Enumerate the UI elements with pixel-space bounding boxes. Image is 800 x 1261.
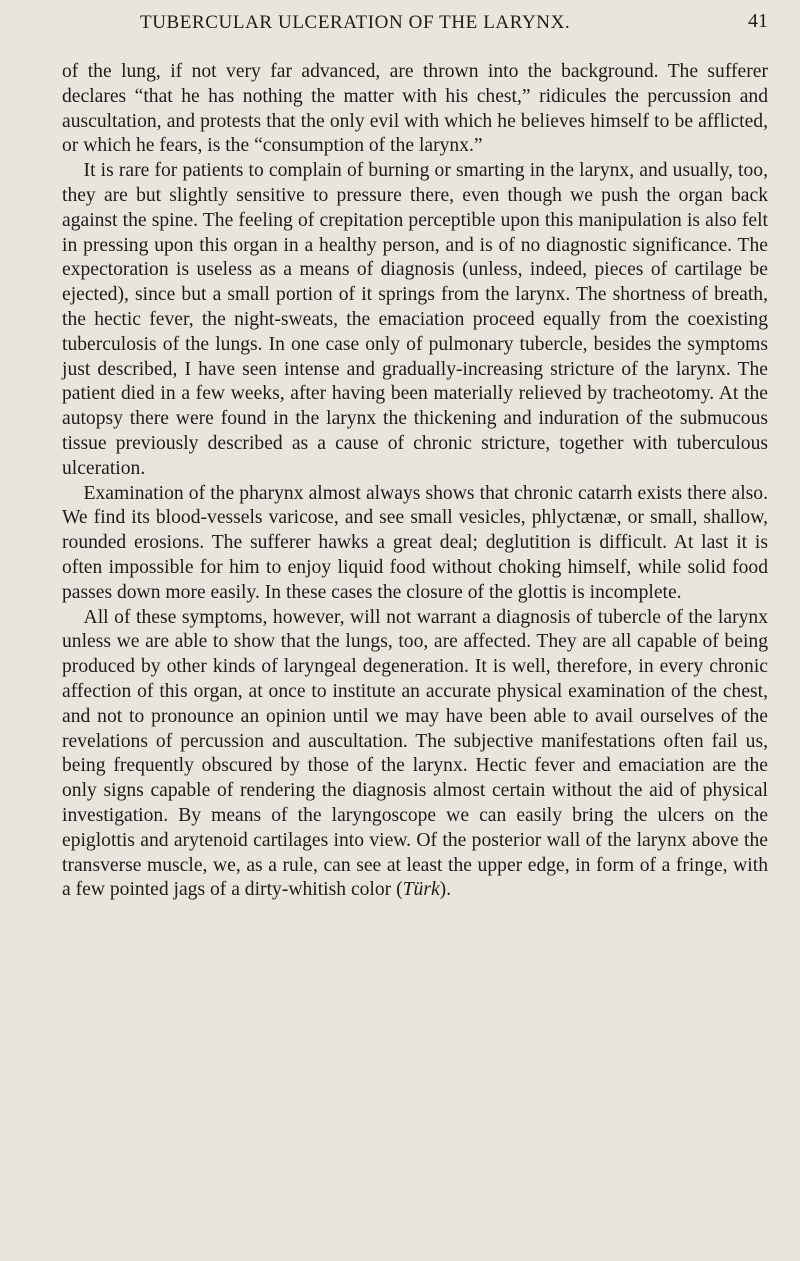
running-head bbox=[62, 10, 768, 46]
paragraph-3: Examination of the pharynx almost always shows that chronic catarrh exists there also. We find its blood-vessels varicose, and see small vesicles, phlyctænæ, or small, shallow, rounded erosions. The sufferer hawks a great deal; deglutition is difficult. At last it is often impossible for him to enjoy liquid food without choking himself, while solid food passes down more easily. In these cases the closure of the glottis is incomplete. bbox=[62, 482, 768, 603]
paragraph-2: It is rare for patients to complain of burning or smarting in the larynx, and usually, too, they are but slightly sensitive to pressure there, even though we push the organ back against the spine. The feeling of crepitation perceptible upon this manipulation is also felt in pressing upon this organ in a healthy person, and is of no diagnostic significance. The expectoration is useless as a means of diagnosis (unless, indeed, pieces of cartilage be ejected), since but a small portion of it springs from the larynx. The shortness of breath, the hectic fever, the night-sweats, the emaciation proceed equally from the coexisting tuberculosis of the lungs. In one case only of pulmonary tubercle, besides the symptoms just described, I have seen intense and gradually-increasing stricture of the larynx. The patient died in a few weeks, after having been materially relieved by tracheotomy. At the autopsy there were found in the larynx the thickening and induration of the submucous tissue previously described as a cause of chronic stricture, together with tuberculous ulceration. bbox=[62, 160, 768, 479]
running-title: TUBERCULAR ULCERATION OF THE LARYNX. bbox=[140, 12, 571, 33]
paragraph-1: of the lung, if not very far advanced, are thrown into the background. The sufferer declares “that he has nothing the matter with his chest,” ridicules the percussion and auscultation, and protests that the only evil with which he believes himself to be afflicted, or which he fears, is the “consumption of the larynx.” bbox=[62, 61, 768, 157]
paragraph-4: All of these symptoms, however, will not warrant a diagnosis of tubercle of the larynx unless we are able to show that the lungs, too, are affected. They are all capable of being produced by other kinds of laryngeal degeneration. It is well, therefore, in every chronic affection of this organ, at once to institute an accurate physical examination of the chest, and not to pronounce an opinion until we may have been able to avail ourselves of the revelations of percussion and auscultation. The subjective manifestations often fail us, being frequently obscured by those of the larynx. Hectic fever and emaciation are the only signs capable of rendering the diagnosis almost certain without the aid of physical investigation. By means of the laryngoscope we can easily bring the ulcers on the epiglottis and arytenoid cartilages into view. Of the posterior wall of the larynx above the transverse muscle, we, as a rule, can see at least the upper edge, in form of a fringe, with a few pointed jags of a dirty-whitish color (Türk). bbox=[62, 606, 768, 901]
paragraph-4-text: All of these symptoms, however, will not warrant a diagnosis of tubercle of the larynx unless we are able to show that the lungs, too, are affected. They are all capable of being produced by other kinds of laryngeal degeneration. It is well, therefore, in every chronic affection of this organ, at once to institute an accurate physical examination of the chest, and not to pronounce an opinion until we may have been able to avail ourselves of the revelations of percussion and auscultation. The subjective manifestations often fail us, being frequently obscured by those of the larynx. Hectic fever and emaciation are the only signs capable of rendering the diagnosis almost certain without the aid of physical investigation. By means of the laryngoscope we can easily bring the ulcers on the epiglottis and arytenoid cartilages into view. Of the posterior wall of the larynx above the transverse muscle, we, as a rule, can see at least the upper edge, in form of a fringe, with a few pointed jags of a dirty-whitish color bbox=[62, 606, 768, 901]
paragraph-4-closing: ). bbox=[439, 879, 452, 901]
page-number: 41 bbox=[748, 10, 768, 32]
body-text bbox=[62, 60, 768, 903]
citation-turk: Türk bbox=[402, 879, 440, 901]
